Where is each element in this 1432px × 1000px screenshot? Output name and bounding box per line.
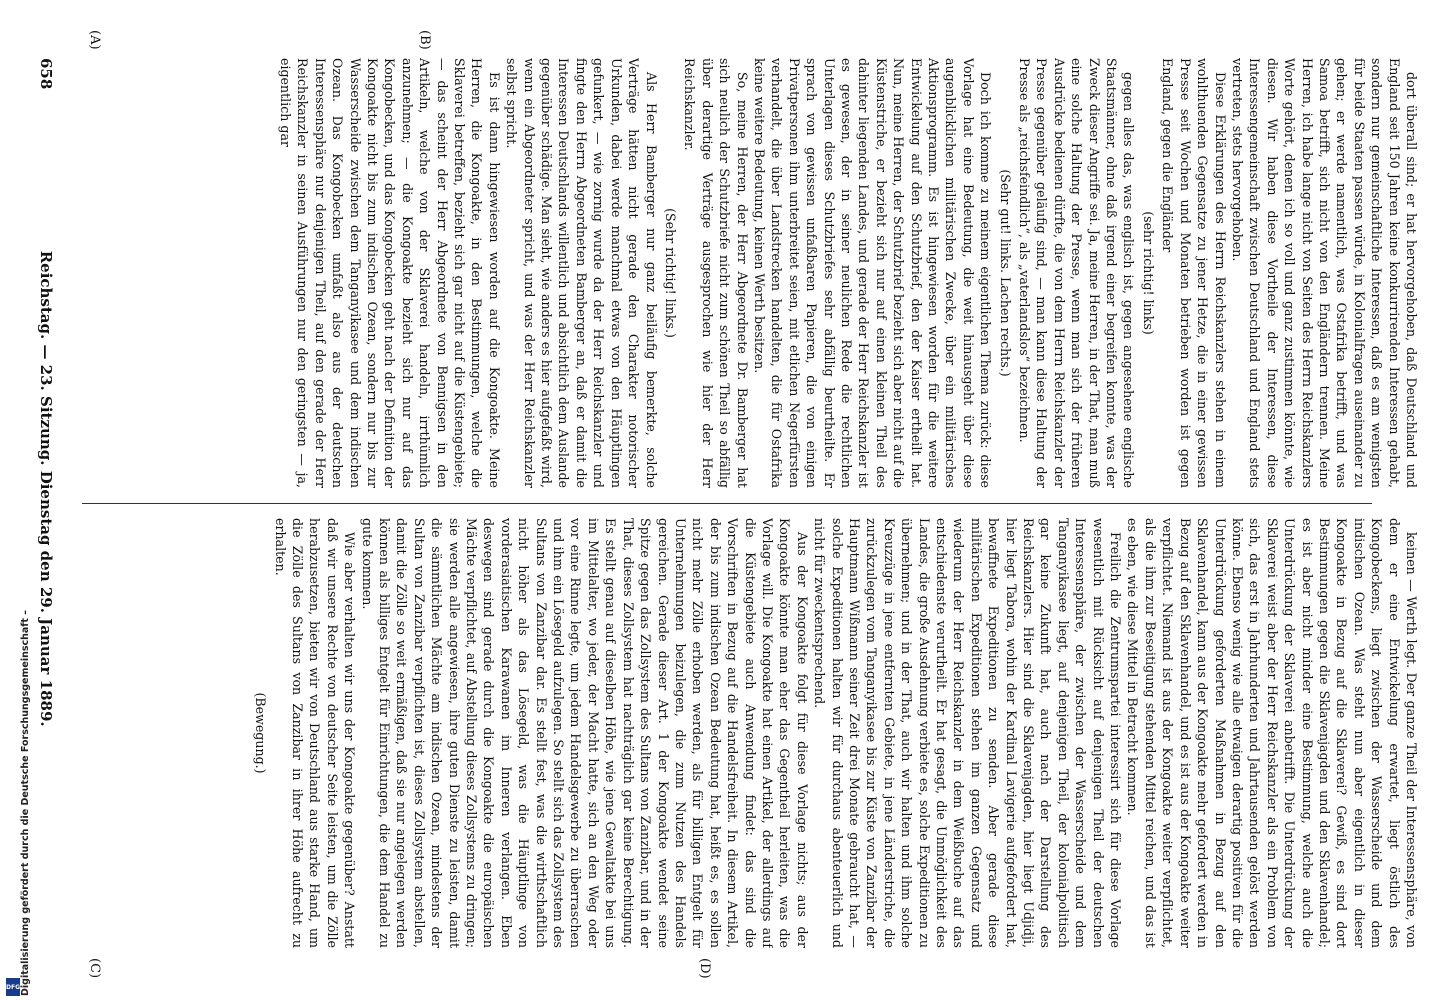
interjection: (Sehr richtig! links.) xyxy=(662,208,678,338)
margin-marker-a: (A) xyxy=(87,30,102,50)
paragraph: Als Herr Bamberger nur ganz beiläufig bemerkte, solche Verträge hätten nicht gerade den Charakter notorischer Urkunden, dabei werde manchmal etwas von den Häuptlingen gefunkert, — wie zornig wurde da der Herr Reichskanzler und fingte den Herrn Abgeordneten Bamberger an, daß er damit die Interessen Deutschlands willentlich und absichtlich dem Auslande gegenüber schädige. Man sieht, wie anders es hier aufgefaßt wird, wenn ein Abgeordneter spricht, und was der Herr Reichskanzler selbst spricht. xyxy=(504,58,659,488)
interjection: (sehr richtig! links) xyxy=(1140,211,1156,335)
margin-marker-b: (B) xyxy=(417,30,432,50)
paragraph: Diese Erklärungen des Herrn Reichskanzlers stehen in einem wohlthuenden Gegensatze zu jener Hetze, die in einer gewissen Presse seit Wochen und Monaten betrieben worden ist gegen England, gegen die Engländer xyxy=(1160,58,1228,488)
page-header xyxy=(32,58,60,918)
text-column-left xyxy=(68,58,1420,488)
footer-credit: Digitalisierung gefördert durch die Deutsche Forschungsgemeinschaft – xyxy=(20,609,31,996)
paragraph: So, meine Herren, der Herr Abgeordnete Dr. Bamberger hat sich neulich der Schutzbriefe nicht zum schönen Theil so abfällig über derartige Verträge ausgesprochen wie hier der Herr Reichskanzler. xyxy=(682,58,750,488)
paragraph: gegen alles das, was englisch ist, gegen angesehene englische Staatsmänner, ohne daß irgend einer begreifen konnte, was der Zweck dieser Angriffe sei. Ja, meine Herren, in der That, man muß eine solche Haltung der Presse, wenn man sich der früheren Ausdrücke bedienen dürfte, die von dem Herrn Reichskanzler der Presse gegenüber geläufig sind, — man kann diese Haltung der Presse als „reichsfeindlich“, als „vaterlandslos“ bezeichnen. xyxy=(1017,58,1137,488)
running-title: Reichstag. — 23. Sitzung. Dienstag den 29. Januar 1889. xyxy=(37,250,55,727)
paragraph: dort überall sind; er hat hervorgehoben, daß Deutschland und England seit 150 Jahren keine konkurrirenden Interessen gehabt, sondern nur gemeinschaftliche Interessen, daß es am wenigsten für beide Staaten passen würde, in Kolonialfragen auseinander zu gehen; er werde namentlich, was Ostafrika betrifft, und was Samoa betrifft, sich nicht von den Engländern trennen. Meine Herren, ich habe lange nicht von Seiten des Herrn Reichskanzlers Worte gehört, denen ich so voll und ganz zustimmen könnte, wie diesen. Wir haben diese Vortheile der Interessen, diese Interessengemeinschaft zwischen Deutschland und England stets vertreten, stets hervorgehoben. xyxy=(1229,58,1419,488)
paragraph: Doch ich komme zu meinem eigentlichen Thema zurück: diese Vorlage hat eine Bedeutung, die weit hinausgeht über diese augenblicklichen militärischen Zwecke, über ein militärisches Aktionsprogramm. Es ist hingewiesen worden für die weitere Entwickelung auf den Schutzbrief, den der Kaiser ertheilt hat. Nun, meine Herren, der Schutzbrief bezieht sich aber nicht auf die Küstenstriche, er bezieht sich nur auf einen kleinen Theil des dahinter liegenden Landes, und gerade der Herr Reichskanzler ist es gewesen, der in seiner neulichen Rede die rechtlichen Unterlagen dieses Schutzbriefes sehr abfällig beurtheilte. Er sprach von gewissen unfaßbaren Papieren, die von einigen Privatpersonen ihm unterbreitet seien, mit etlichen Negerfürsten verhandelt, die über Landstrecken handelten, die für Ostafrika keine weitere Bedeutung, keinen Werth besitzen. xyxy=(751,58,994,488)
digitization-footer xyxy=(2,0,31,1000)
interjection: (Sehr gut! links. Lachen rechts.) xyxy=(997,169,1013,377)
paragraph: Es ist dann hingewiesen worden auf die Kongoakte. Meine Herren, die Kongoakte, in den Bestimmungen, welche die Sklaverei betreffen, bezieht sich gar nicht auf die Küstengebiete; — das scheint der Herr Abgeordnete von Bennigsen in den Artikeln, welche von der Sklaverei handeln, irrthümlich anzunehmen; — die Kongoakte bezieht sich nur auf das Kongobecken, und das Kongobecken geht nach der Definition der Kongoakte nicht bis zum indischen Ozean, sondern nur bis zur Wasserscheide zwischen dem Tanganyikasee und dem indischen Ozean. Das Kongobecken umfaßt also aus der deutschen Interessensphäre nur denjenigen Theil, auf den gerade der Herr Reichskanzler in seinen Ausführungen nur den geringsten — ja, eigentlich gar xyxy=(278,58,502,488)
text-column-right xyxy=(68,518,1420,948)
margin-marker-d: (D) xyxy=(697,958,712,979)
column-divider xyxy=(82,503,1372,504)
page-number: 658 xyxy=(37,58,55,90)
paragraph: keinen — Werth legt. Der ganze Theil der Interessensphäre, von dem er eine Entwickelung erwartet, liegt östlich des Kongobeckens, liegt zwischen der Wasserscheide und dem indischen Ozean. Was steht nun aber eigentlich in dieser Kongoakte in Bezug auf die Sklaverei? Gewiß, es sind dort Bestimmungen gegen die Sklavenjagden und den Sklavenhandel; es ist aber nicht minder eine Bestimmung, welche auch die Unterdrückung der Sklaverei anbetrifft. Die Unterdrückung der Sklaverei weist aber der Herr Reichskanzler als ein Problem von sich, das erst in Jahrhunderten und Jahrtausenden gelöst werden könne. Ebenso wenig wie alle etwaigen derartig positiven für die Unterdrückung geforderten Maßnahmen in Bezug auf den Sklavenhandel, kann aus der Kongoakte mehr gefordert werden in Bezug auf den Sklavenhandel, und es ist aus der Kongoakte weiter verpflichtet. Niemand ist aus der Kongoakte weiter verpflichtet, als die ihm zur Beseitigung stehenden Mittel reichen, und das ist es eben, wie diese Mittel in Betracht kommen. xyxy=(1125,518,1419,948)
paragraph: Aus der Kongoakte folgt für diese Vorlage nichts; aus der Kongoakte könnte man eher das Gegentheil herleiten, was die Vorlage will. Die Kongoakte hat einen Artikel, der allerdings auf die Küstengebiete auch Anwendung findet: das sind die Vorschriften in Bezug auf die Handelsfreiheit. In diesem Artikel, der bis zum indischen Ozean Bedeutung hat, heißt es, es sollen nicht mehr Zölle erhoben werden, als für billigen Entgelt für Unternehmungen beizulegen, die zum Nutzen des Handels gereichen. Gerade dieser Art. 1 der Kongoakte wendet seine Spitze gegen das Zollsystem des Sultans von Zanzibar, und in der That, dieses Zollsystem hat nachträglich gar keine Berechtigung. Es stellt genau auf dieselben Höhe, wie jene Gewaltakte bei uns im Mittelalter, wo jeder, der Macht hatte, sich an den Weg oder vor eine Rinne legte, um jedem Handelsgewerbe zu überraschen und ihm ein Lösegeld aufzulegen. So stellt sich das Zollsystem des Sultans von Zanzibar dar. Es stellt fest, was die wirthschaftlich nicht höher als das Lösegeld, was die Häuptlinge von vorderasiatischen Karawanen im Inneren verlangen. Eben deswegen sind gerade durch die Kongoakte die europäischen Mächte verpflichtet, auf Abstellung dieses Zollsystems zu dringen; sie werden alle angewiesen, ihre guten Dienste zu leisten, damit die sämmtlichen Mächte am indischen Ozean, mindestens der Sultan von Zanzibar verpflichten ist, dieses Zollsystem abstellen, damit die Zölle so weit ermäßigen, daß sie nur angelegen werden können als billiges Entgelt für Einrichtungen, die dem Handel zu gute kommen. xyxy=(359,518,810,948)
paragraph: Freilich die Zentrumspartei interessirt sich für diese Vorlage wesentlich mit Rücksicht auf denjenigen Theil der deutschen Interessensphäre, der zwischen der Wasserscheide und dem Tanganyikasee liegt, auf denjenigen Theil, der kolonialpolitisch gar keine Zukunft hat, auch nach der Darstellung des Reichskanzlers. Hier sind die Sklavenjagden, hier liegt Udjidji, hier liegt Tabora, wohin der Kardinal Lavigerie aufgefordert hat, bewaffnete Expeditionen zu senden. Aber gerade diese militärischen Expeditionen stehen im ganzen Gegensatz und wiederum der Herr Reichskanzler in dem Weißbuche auf das entschiedenste verurtheilt. Er hat gesagt, die Unmöglichkeit des Landes, die große Ausdehnung verbiete es, solche Expeditionen zu übernehmen; und in der That, auch wir halten und ihm solche Kreuzzüge in jene entfernten Gebiete, in jene Länderstriche, die zurückzulegen vom Tanganyikasee bis zur Küste von Zanzibar der Hauptmann Wißmann seiner Zeit drei Monate gebraucht hat, — solche Expeditionen halten wir für durchaus abenteuerlich und nicht für zweckentsprechend. xyxy=(812,518,1124,948)
dfg-logo-icon: DFG xyxy=(6,978,20,996)
margin-marker-c: (C) xyxy=(87,958,102,979)
paragraph: Wie aber verhalten wir uns der Kongoakte gegenüber? Anstatt daß wir unsere Rechte von deutscher Seite leisten, um die Zölle herabzusetzen, bieten wir von Deutschland aus starke Hand, um die Zölle des Sultans von Zanzibar in ihrer Höhe aufrecht zu erhalten. xyxy=(272,518,358,948)
interjection: (Bewegung.) xyxy=(253,692,269,774)
